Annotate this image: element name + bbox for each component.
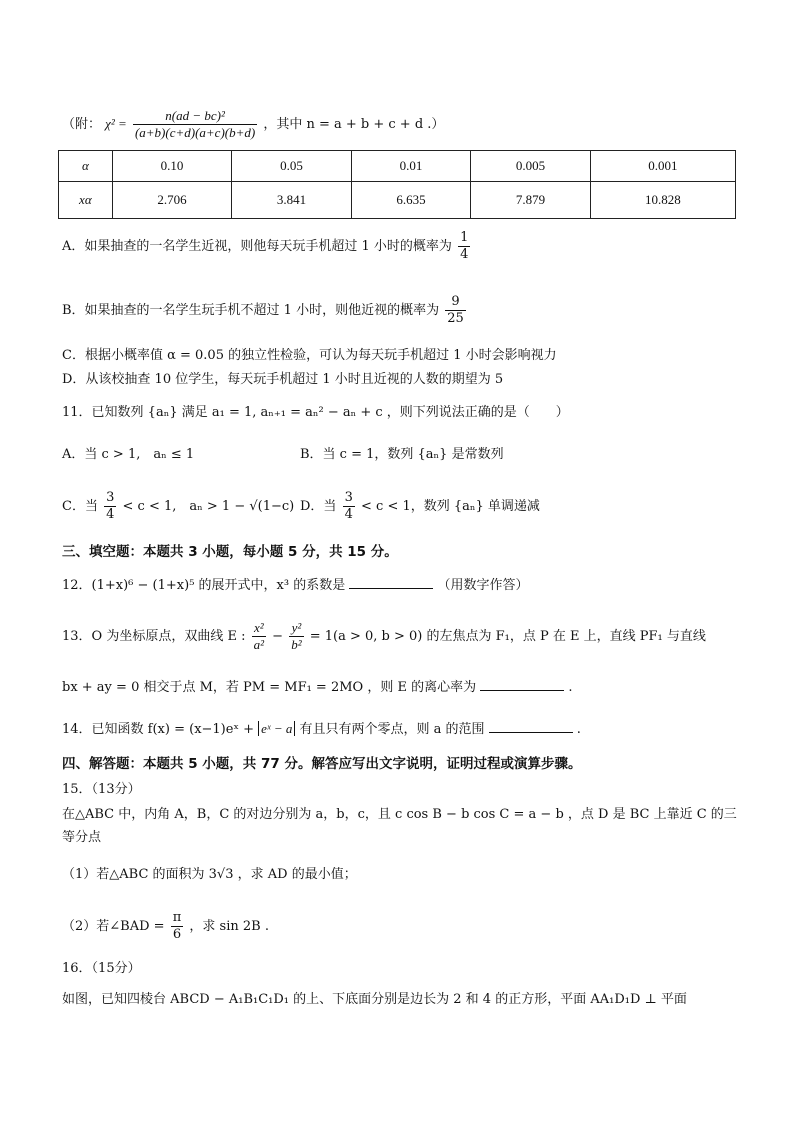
- q15-part-2: （2）若∠BAD = $\frac{\pi}{6}$ ，求 sin 2B .: [62, 910, 269, 942]
- q15-stem-1: 在△ABC 中，内角 A，B，C 的对边分别为 a，b，c，且 c cos B − b cos C = a − b ，点 D 是 BC 上靠近 C 的三: [62, 807, 737, 822]
- section-3-heading: 三、填空题：本题共 3 小题，每小题 5 分，共 15 分。: [62, 544, 398, 560]
- q11-option-c: C．当 $\frac{3}{4}$ < c < 1, aₙ > 1 − √(1−c): [62, 490, 295, 522]
- q13-line-2: bx + ay = 0 相交于点 M，若 PM = MF₁ = 2MO ，则 E 的离心率为 .: [62, 680, 573, 695]
- q11-option-a: A．当 c > 1, aₙ ≤ 1: [62, 447, 195, 462]
- table-cell: 0.10: [112, 151, 232, 182]
- q10-option-d: D．从该校抽查 10 位学生，每天玩手机超过 1 小时且近视的人数的期望为 5: [62, 372, 504, 387]
- q14: 14．已知函数 f(x) = (x−1)eˣ + eˣ − a 有且只有两个零点，则 a 的范围 .: [62, 721, 581, 737]
- q15-head: 15．（13分）: [62, 782, 141, 797]
- chi-square-fraction: $\frac{\text{n(ad − bc)²}}{(a+b)(c+d)(a+c)(b+d)}$: [134, 108, 256, 140]
- answer-blank: [480, 678, 564, 691]
- table-cell: 3.841: [232, 182, 352, 219]
- section-4-heading: 四、解答题：本题共 5 小题，共 77 分。解答应写出文字说明，证明过程或演算步骤。: [62, 756, 582, 772]
- table-cell: 0.01: [351, 151, 471, 182]
- critical-value-table: [58, 150, 736, 219]
- q12: 12．(1+x)⁶ − (1+x)⁵ 的展开式中，x³ 的系数是 （用数字作答）: [62, 578, 529, 593]
- q16-stem: 如图，已知四棱台 ABCD − A₁B₁C₁D₁ 的上、下底面分别是边长为 2 和 4 的正方形，平面 AA₁D₁D ⊥ 平面: [62, 992, 687, 1007]
- q10-option-a: A．如果抽查的一名学生近视，则他每天玩手机超过 1 小时的概率为 $\frac{1}{4}$: [62, 230, 469, 262]
- q16-head: 16．（15分）: [62, 961, 141, 976]
- q15-part-1: （1）若△ABC 的面积为 3√3 ，求 AD 的最小值；: [62, 867, 357, 882]
- q11-option-d: D．当 $\frac{3}{4}$ < c < 1，数列 {aₙ} 单调递减: [300, 490, 540, 522]
- table-cell: 0.005: [471, 151, 591, 182]
- table-cell: xα: [59, 182, 113, 219]
- q11-option-b: B．当 c = 1，数列 {aₙ} 是常数列: [300, 447, 504, 462]
- q13-line-1: 13．O 为坐标原点，双曲线 E : $\frac{\text{x²}}{\text{a²}}$ − $\frac{\text{y²}}{\text{b²}}$ = 1(a > 0, b > 0) 的左焦点为 F₁，点 P 在 E 上，直线 PF₁ 与直线: [62, 620, 706, 652]
- answer-blank: [489, 720, 573, 733]
- q10-option-b: B．如果抽查的一名学生玩手机不超过 1 小时，则他近视的概率为 $\frac{9}{25}$: [62, 294, 464, 326]
- chi-square-formula: （附： χ² = $\frac{\text{n(ad − bc)²}}{(a+b)(c+d)(a+c)(b+d)}$ ，其中 n = a + b + c + d .）: [62, 108, 445, 140]
- table-cell: 2.706: [112, 182, 232, 219]
- table-row: [59, 151, 736, 182]
- answer-blank: [349, 576, 433, 589]
- q10-option-c: C．根据小概率值 α = 0.05 的独立性检验，可认为每天玩手机超过 1 小时会影响视力: [62, 348, 557, 363]
- q11-stem: 11．已知数列 {aₙ} 满足 a₁ = 1, aₙ₊₁ = aₙ² − aₙ + c ，则下列说法正确的是（ ）: [62, 405, 569, 420]
- table-cell: α: [59, 151, 113, 182]
- table-cell: 0.001: [590, 151, 735, 182]
- table-row: [59, 182, 736, 219]
- table-cell: 0.05: [232, 151, 352, 182]
- q15-stem-2: 等分点: [62, 830, 102, 845]
- table-cell: 7.879: [471, 182, 591, 219]
- table-cell: 6.635: [351, 182, 471, 219]
- table-cell: 10.828: [590, 182, 735, 219]
